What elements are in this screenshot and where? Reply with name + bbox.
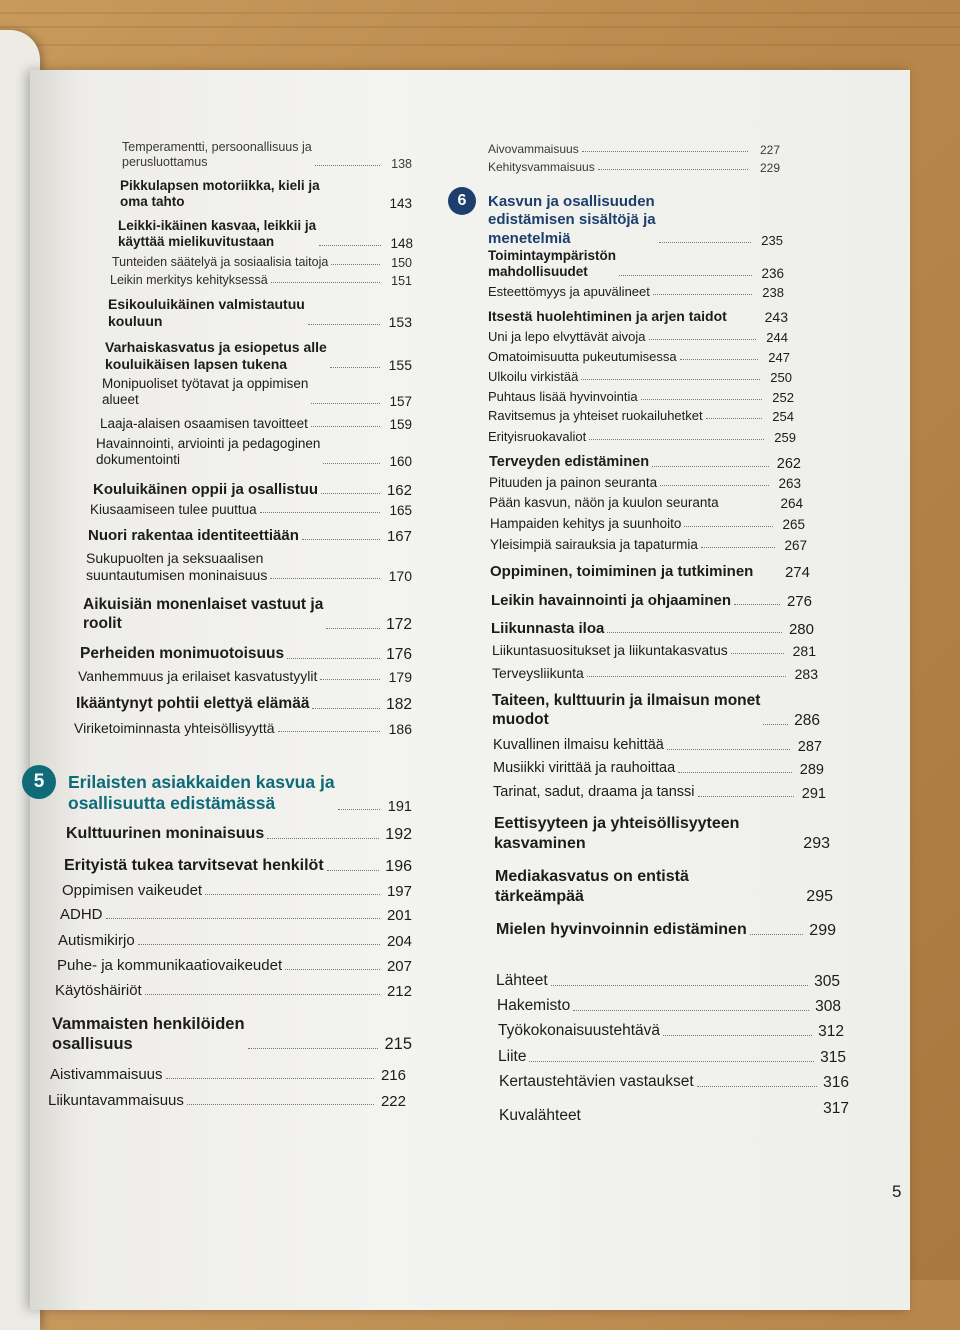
toc-entry[interactable]: Liikunnasta iloa 280 [491,620,814,639]
toc-entry[interactable]: Lähteet 305 [496,972,840,990]
toc-entry[interactable]: Leikin havainnointi ja ohjaaminen 276 [491,592,812,611]
toc-entry[interactable]: Liite 315 [498,1048,846,1066]
toc-entry[interactable]: Puhtaus lisää hyvinvointia 252 [488,389,794,405]
toc-entry[interactable]: Aistivammaisuus 216 [50,1066,406,1085]
toc-entry[interactable]: Nuori rakentaa identiteettiään 167 [88,527,412,546]
toc-entry[interactable]: Aikuisiän monenlaiset vastuut ja roolit 172 [83,596,412,633]
toc-entry[interactable]: Kehitysvammaisuus 229 [488,160,780,175]
toc-chapter-entry[interactable]: Erilaisten asiakkaiden kasvua ja osallisuutta edistämässä 191 [68,772,412,815]
toc-entry[interactable]: Ikääntynyt pohtii elettyä elämää 182 [76,695,412,713]
toc-entry[interactable]: Hampaiden kehitys ja suunhoito 265 [490,516,805,533]
toc-entry[interactable]: Puhe- ja kommunikaatiovaikeudet 207 [57,957,412,976]
toc-entry[interactable]: Tunteiden säätelyä ja sosiaalisia taitoja 150 [112,255,412,271]
toc-entry[interactable]: Aivovammaisuus 227 [488,142,780,157]
toc-entry[interactable]: Eettisyyteen ja yhteisöllisyyteen kasvaminen 293 [494,815,830,853]
toc-entry[interactable]: Liikuntasuositukset ja liikuntakasvatus 281 [492,642,816,660]
toc-entry[interactable]: Ravitsemus ja yhteiset ruokailuhetket 254 [488,408,794,424]
toc-entry[interactable]: Kiusaamiseen tulee puuttua 165 [90,502,412,519]
chapter-6-badge: 6 [448,187,476,215]
toc-entry[interactable]: Kuvallinen ilmaisu kehittää 287 [493,737,822,755]
toc-page [30,70,910,1310]
toc-entry[interactable]: Pituuden ja painon seuranta 263 [489,475,801,492]
toc-entry[interactable]: Erityistä tukea tarvitsevat henkilöt 196 [64,857,412,875]
toc-entry[interactable]: Monipuoliset työtavat ja oppimisen alueet 157 [102,376,412,409]
toc-chapter-entry[interactable]: Kasvun ja osallisuuden edistämisen sisältöjä ja menetelmiä 235 [488,193,783,248]
toc-entry[interactable]: Yleisimpiä sairauksia ja tapaturmia 267 [490,537,807,554]
toc-entry[interactable]: Pään kasvun, näön ja kuulon seuranta 264 [489,495,803,512]
toc-entry[interactable]: Kertaustehtävien vastaukset 316 [499,1073,849,1091]
toc-entry[interactable]: Liikuntavammaisuus 222 [48,1092,406,1111]
toc-entry[interactable]: Varhaiskasvatus ja esiopetus alle kouluikäisen lapsen tukena 155 [105,339,412,374]
toc-entry[interactable]: Laaja-alaisen osaamisen tavoitteet 159 [100,416,412,433]
toc-entry[interactable]: Autismikirjo 204 [58,932,412,951]
toc-entry[interactable]: ADHD 201 [60,906,412,925]
toc-entry[interactable]: Esteettömyys ja apuvälineet 238 [488,284,784,300]
toc-entry[interactable]: Pikkulapsen motoriikka, kieli ja oma tahto 143 [120,178,412,211]
toc-entry[interactable]: Kulttuurinen moninaisuus 192 [66,825,412,843]
toc-entry[interactable]: Itsestä huolehtiminen ja arjen taidot 243 [488,308,788,326]
toc-entry[interactable]: Omatoimisuutta pukeutumisessa 247 [488,349,790,365]
toc-entry[interactable]: Uni ja lepo elvyttävät aivoja 244 [488,329,788,345]
toc-entry[interactable]: Perheiden monimuotoisuus 176 [80,645,412,663]
toc-entry[interactable]: Mediakasvatus on entistä tärkeämpää 295 [495,868,833,906]
toc-entry[interactable]: Erityisruokavaliot 259 [488,429,796,445]
toc-entry[interactable]: Esikouluikäinen valmistautuu kouluun 153 [108,296,412,331]
chapter-5-badge: 5 [22,765,56,799]
toc-entry[interactable]: Kouluikäinen oppii ja osallistuu 162 [93,481,412,500]
toc-entry[interactable]: Terveysliikunta 283 [492,665,818,683]
toc-entry[interactable]: Musiikki virittää ja rauhoittaa 289 [493,760,824,778]
toc-entry[interactable]: Leikin merkitys kehityksessä 151 [110,273,412,289]
page-number: 5 [892,1182,902,1201]
toc-entry[interactable]: Työkokonaisuustehtävä 312 [498,1022,844,1040]
toc-entry[interactable]: Temperamentti, persoonallisuus ja perusluottamus 138 [122,140,412,171]
toc-entry[interactable]: Ulkoilu virkistää 250 [488,369,792,385]
toc-entry[interactable]: Kuvalähteet 317 [499,1100,849,1125]
toc-entry[interactable]: Tarinat, sadut, draama ja tanssi 291 [493,784,826,802]
toc-entry[interactable]: Oppimisen vaikeudet 197 [62,882,412,901]
toc-entry[interactable]: Vammaisten henkilöiden osallisuus 215 [52,1015,412,1054]
toc-entry[interactable]: Taiteen, kulttuurin ja ilmaisun monet muodot 286 [492,692,820,729]
toc-entry[interactable]: Viriketoiminnasta yhteisöllisyyttä 186 [74,720,412,738]
toc-entry[interactable]: Havainnointi, arviointi ja pedagoginen dokumentointi 160 [96,436,412,469]
toc-entry[interactable]: Toimintaympäristön mahdollisuudet 236 [488,248,784,281]
toc-entry[interactable]: Terveyden edistäminen 262 [489,454,801,472]
toc-entry[interactable]: Leikki-ikäinen kasvaa, leikkii ja käyttää mielikuvitustaan 148 [118,218,413,251]
toc-entry[interactable]: Käytöshäiriöt 212 [55,982,412,1001]
toc-entry[interactable]: Oppiminen, toimiminen ja tutkiminen 274 [490,563,810,582]
toc-entry[interactable]: Sukupuolten ja seksuaalisen suuntautumisen moninaisuus 170 [86,550,412,585]
toc-entry[interactable]: Hakemisto 308 [497,997,841,1015]
toc-entry[interactable]: Vanhemmuus ja erilaiset kasvatustyylit 179 [78,668,412,686]
toc-entry[interactable]: Mielen hyvinvoinnin edistäminen 299 [496,921,836,939]
